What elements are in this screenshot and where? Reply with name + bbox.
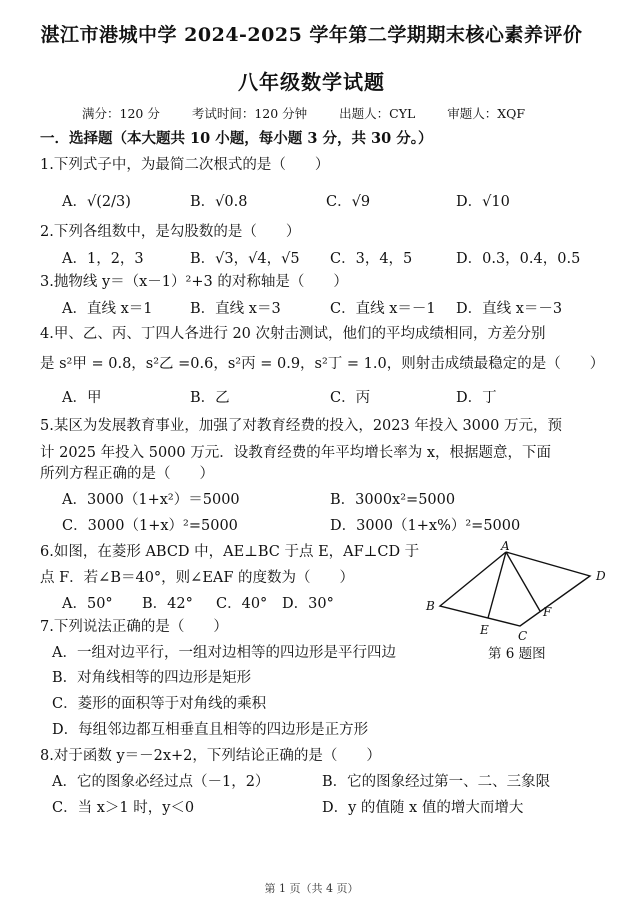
q1-option-c: C．√9 xyxy=(326,194,371,210)
question-3-stem: 3.抛物线 y＝（x－1）²+3 的对称轴是（ ） xyxy=(40,274,348,290)
q4-option-d: D．丁 xyxy=(456,390,497,406)
q6-option-c: C．40° xyxy=(216,596,268,612)
reviewer: 审题人：XQF xyxy=(447,106,526,121)
page-footer: 第 1 页（共 4 页） xyxy=(264,882,359,895)
section-heading: 一．选择题（本大题共 10 小题，每小题 3 分，共 30 分。） xyxy=(40,130,433,147)
q7-option-d: D．每组邻边都互相垂直且相等的四边形是正方形 xyxy=(52,722,369,738)
question-6-stem-line2: 点 F．若∠B＝40°，则∠EAF 的度数为（ ） xyxy=(40,570,355,586)
q2-option-a: A．1，2，3 xyxy=(62,251,144,267)
label-a: A xyxy=(501,540,510,553)
q3-option-d: D．直线 x＝－3 xyxy=(456,301,563,317)
q5-option-b: B．3000x²=5000 xyxy=(330,492,456,508)
q6-option-a: A．50° xyxy=(62,596,113,612)
q2-option-d: D．0.3，0.4，0.5 xyxy=(456,251,581,267)
q6-option-b: B．42° xyxy=(142,596,193,612)
question-4-stem-line2: 是 s²甲 = 0.8，s²乙 =0.6，s²丙 = 0.9，s²丁 = 1.0，则射击成绩最稳定的是（ ） xyxy=(40,356,605,372)
q2-option-b: B．√3，√4，√5 xyxy=(190,251,300,267)
label-f: F xyxy=(543,605,552,619)
question-5-stem-line2: 计 2025 年投入 5000 万元．设教育经费的年平均增长率为 x，根据题意，下面 xyxy=(40,445,552,461)
q5-option-a: A．3000（1+x²）＝5000 xyxy=(62,492,240,508)
q1-option-b: B．√0.8 xyxy=(190,194,248,210)
rhombus-outline xyxy=(440,552,590,626)
q6-option-d: D．30° xyxy=(282,596,334,612)
label-e: E xyxy=(480,623,489,637)
exam-title: 八年级数学试题 xyxy=(238,70,385,94)
question-7-stem: 7.下列说法正确的是（ ） xyxy=(40,619,228,635)
full-score: 满分：120 分 xyxy=(82,106,160,121)
question-5-stem-line3: 所列方程正确的是（ ） xyxy=(40,466,214,482)
q5-option-c: C．3000（1+x）²=5000 xyxy=(62,518,238,534)
q8-option-b: B．它的图象经过第一、二、三象限 xyxy=(322,774,551,790)
q8-option-d: D．y 的值随 x 值的增大而增大 xyxy=(322,800,524,816)
segment-ae xyxy=(488,552,506,618)
school-title: 湛江市港城中学 2024-2025 学年第二学期期末核心素养评价 xyxy=(40,24,583,46)
q7-option-b: B．对角线相等的四边形是矩形 xyxy=(52,670,252,686)
question-4-stem-line1: 4.甲、乙、丙、丁四人各进行 20 次射击测试，他们的平均成绩相同，方差分别 xyxy=(40,326,546,342)
question-8-stem: 8.对于函数 y＝－2x+2，下列结论正确的是（ ） xyxy=(40,748,381,764)
question-6-stem-line1: 6.如图，在菱形 ABCD 中，AE⊥BC 于点 E，AF⊥CD 于 xyxy=(40,544,420,560)
question-5-stem-line1: 5.某区为发展教育事业，加强了对教育经费的投入，2023 年投入 3000 万元，预 xyxy=(40,418,562,434)
q4-option-b: B．乙 xyxy=(190,390,230,406)
q3-option-b: B．直线 x＝3 xyxy=(190,301,281,317)
question-1-stem: 1.下列式子中，为最简二次根式的是（ ） xyxy=(40,157,330,173)
exam-meta xyxy=(82,104,553,122)
q7-option-a: A．一组对边平行，一组对边相等的四边形是平行四边 xyxy=(52,645,396,661)
q1-option-a: A．√(2/3) xyxy=(62,194,131,210)
q7-option-c: C．菱形的面积等于对角线的乘积 xyxy=(52,696,267,712)
exam-time: 考试时间：120 分钟 xyxy=(191,106,308,121)
author: 出题人：CYL xyxy=(339,106,416,121)
q4-option-c: C．丙 xyxy=(330,390,371,406)
q3-option-c: C．直线 x＝－1 xyxy=(330,301,436,317)
q3-option-a: A．直线 x＝1 xyxy=(62,301,153,317)
label-d: D xyxy=(596,569,606,583)
q8-option-c: C．当 x＞1 时，y＜0 xyxy=(52,800,195,816)
label-c: C xyxy=(518,629,528,643)
q5-option-d: D．3000（1+x%）²=5000 xyxy=(330,518,521,534)
question-2-stem: 2.下列各组数中，是勾股数的是（ ） xyxy=(40,224,301,240)
figure-caption: 第 6 题图 xyxy=(488,646,546,662)
q2-option-c: C．3，4，5 xyxy=(330,251,413,267)
q1-option-d: D．√10 xyxy=(456,194,510,210)
q8-option-a: A．它的图象必经过点（－1，2） xyxy=(52,774,270,790)
label-b: B xyxy=(426,599,435,613)
q4-option-a: A．甲 xyxy=(62,390,102,406)
